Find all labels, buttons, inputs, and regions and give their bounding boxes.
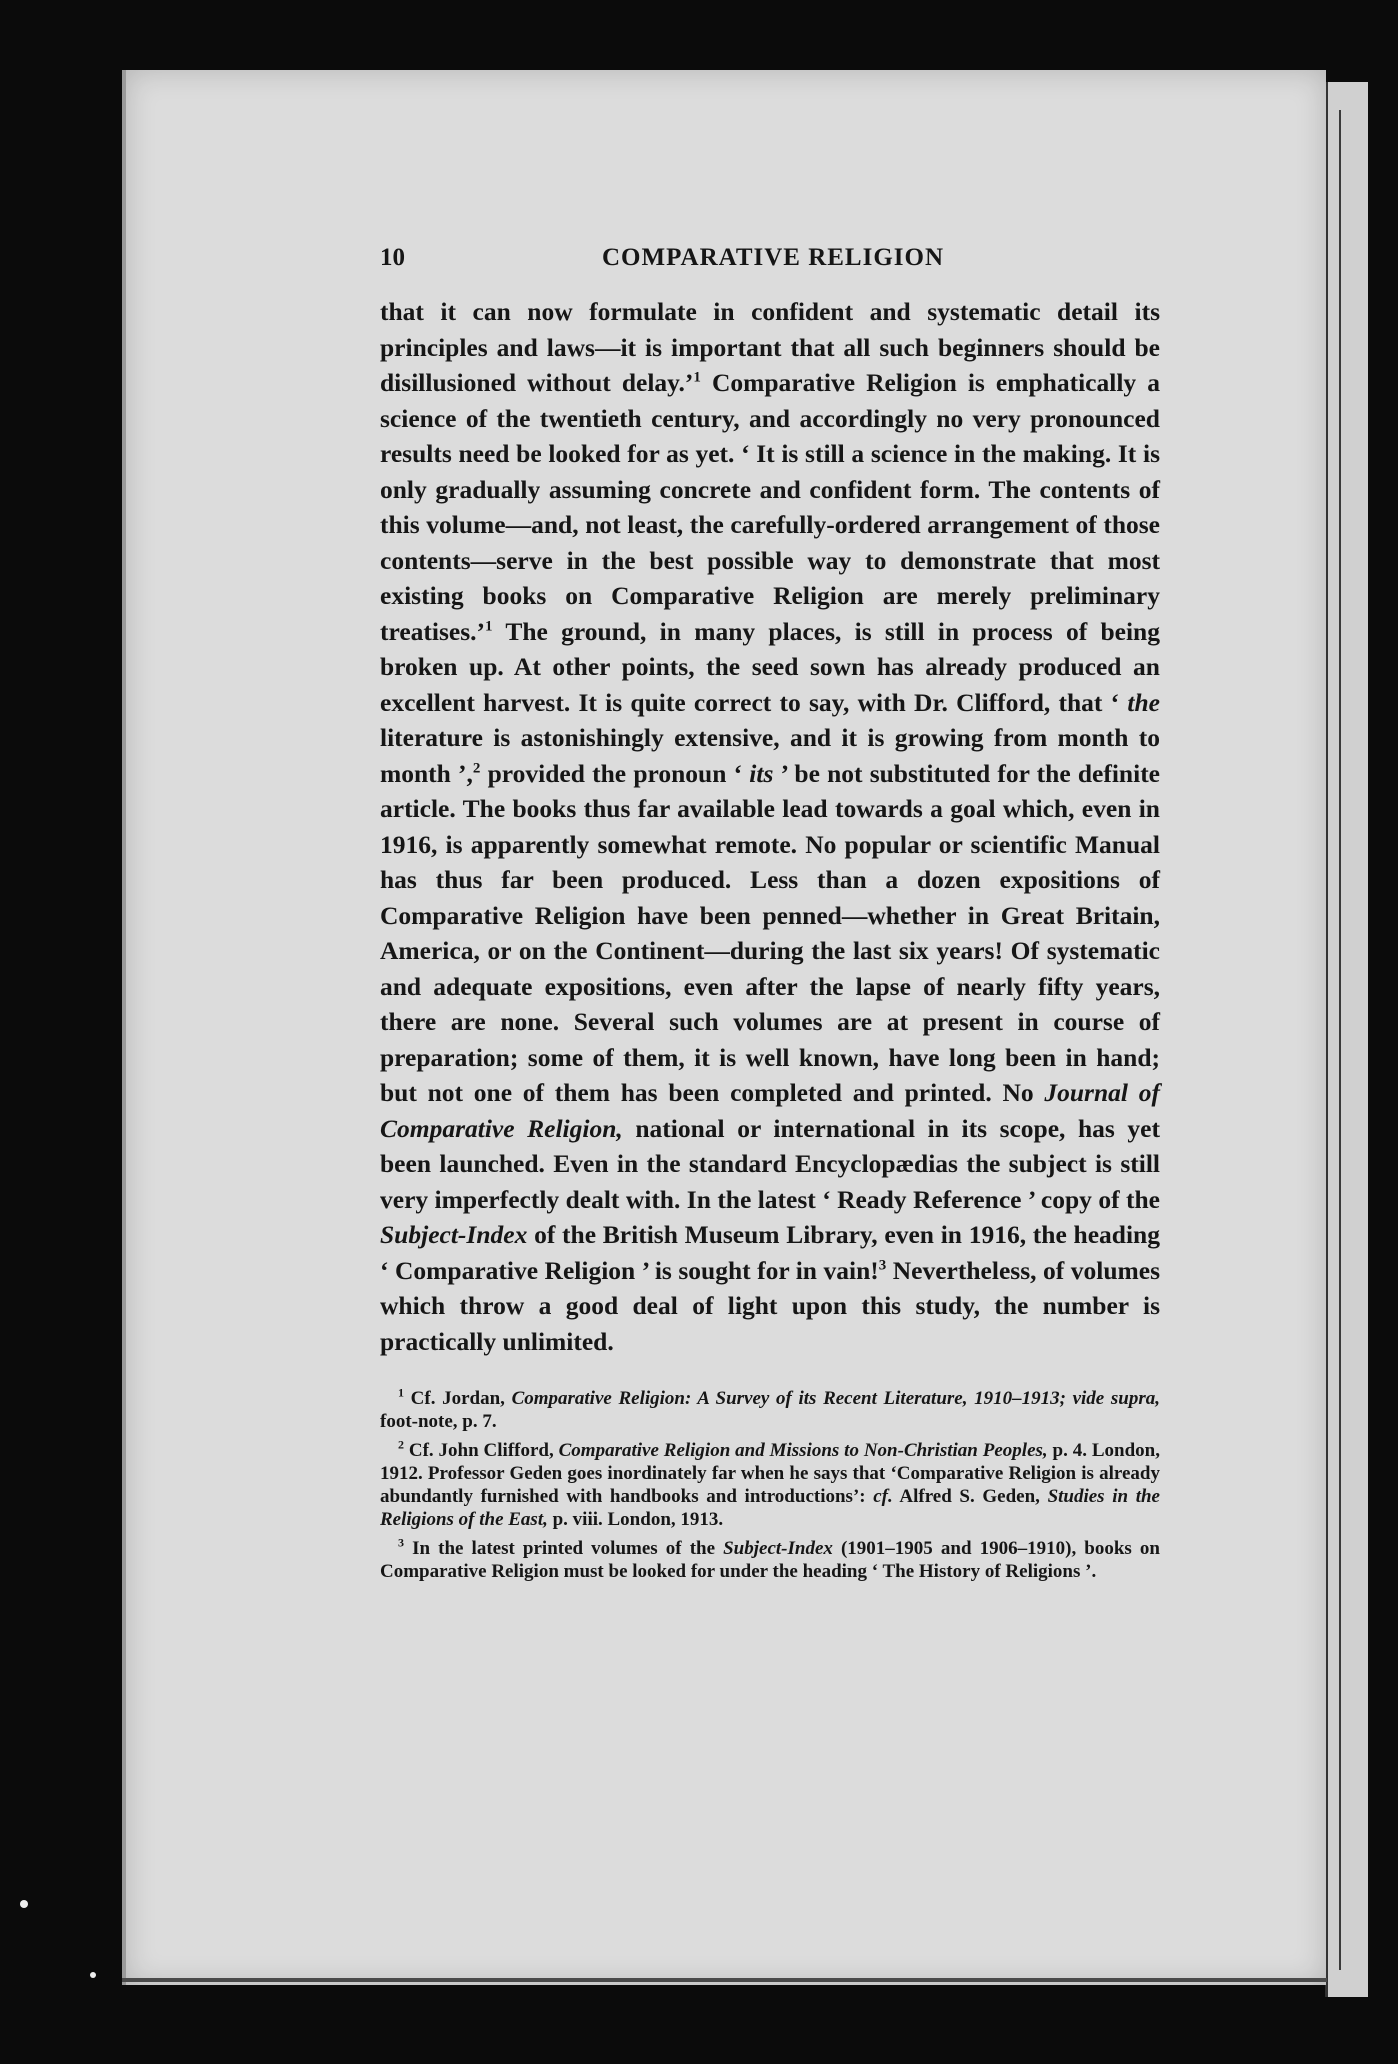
scan-speck <box>20 1900 28 1908</box>
footnote-ref: 1 <box>693 369 701 386</box>
footnote-3 <box>380 1537 1160 1583</box>
body-text-segment: ’ be not substituted for the definite article. The books thus far available lead towards a goal which, even in 1916, is apparently somewhat remote. No popular or scientific Manual has thus far been produced. Less than a dozen expositions of Comparative Religion have been penned—whether in Great Britain, America, or on the Continent—during the last six years! Of systematic and adequate expositions, even after the lapse of nearly fifty years, there are none. Several such volumes are at present in course of preparation; some of them, it is well known, have long been in hand; but not one of them has been completed and printed. No <box>380 758 1160 1107</box>
footnote-ref: 1 <box>485 618 493 634</box>
running-head <box>380 244 1160 272</box>
page-bottom-edge <box>122 1978 1327 1982</box>
body-italic: its <box>749 758 774 788</box>
footnote-ref: 2 <box>472 760 481 776</box>
page-edge <box>1325 82 1368 1997</box>
footnote-italic: cf. <box>873 1486 893 1507</box>
footnotes <box>380 1387 1160 1583</box>
scan-speck <box>90 1972 96 1978</box>
footnote-text: In the latest printed volumes of the <box>404 1538 724 1559</box>
body-text-segment: Nevertheless, of volumes which throw a good deal of light upon this study, the number is practically unlimited. <box>380 1255 1160 1356</box>
footnote-2 <box>380 1439 1160 1531</box>
footnote-text: foot-note, p. 7. <box>380 1411 497 1432</box>
footnote-1 <box>380 1387 1160 1433</box>
footnote-text: Cf. John Clifford, <box>404 1440 559 1461</box>
footnote-mark: 2 <box>398 1437 404 1452</box>
footnote-italic: Studies in the Religions of the East, <box>380 1486 1160 1530</box>
footnote-italic: Comparative Religion and Missions to Non-Christian Peoples, <box>558 1440 1048 1461</box>
page-number: 10 <box>380 244 405 271</box>
body-text-segment: that it can now formulate in confident and systematic detail its principles and laws—it is important that all such beginners should be disillusioned without delay.’ <box>380 297 1160 397</box>
footnote-mark: 3 <box>398 1535 404 1550</box>
footnote-text: p. 4. London, 1912. Professor Geden goes inordinately far when he says that ‘Comparative Religion is already abundantly furnished with handbooks and introductions’: <box>380 1440 1160 1507</box>
body-text-segment: Comparative Religion is emphatically a science of the twentieth century, and accordingly no very pronounced results need be looked for as yet. ‘ It is still a science in the making. It is only gradually assuming concrete and confident form. The contents of this volume—and, not least, the carefully-ordered arrangement of those contents—serve in the best possible way to demonstrate that most existing books on Comparative Religion are merely preliminary treatises.’ <box>380 368 1160 646</box>
footnote-text: p. viii. London, 1913. <box>547 1509 724 1530</box>
body-italic: the <box>1127 687 1160 717</box>
body-text-segment: provided the pronoun ‘ <box>480 758 750 788</box>
footnote-italic: Subject-Index <box>723 1538 833 1559</box>
body-text-segment: national or international in its scope, has yet been launched. Even in the standard Encyclopædias the subject is still very imperfectly dealt with. In the latest ‘ Ready Reference ’ copy of the <box>380 1113 1160 1214</box>
page-text <box>380 244 1160 1589</box>
footnote-text: Cf. Jordan, <box>404 1388 512 1409</box>
footnote-mark: 1 <box>398 1385 404 1400</box>
running-title: COMPARATIVE RELIGION <box>602 244 945 271</box>
footnote-ref: 3 <box>878 1257 887 1273</box>
page-edge-line <box>1339 110 1341 1970</box>
footnote-text: Alfred S. Geden, <box>892 1486 1048 1507</box>
footnote-italic: vide supra, <box>1065 1388 1160 1409</box>
body-text-segment: of the British Museum Library, even in 1916, the heading ‘ Comparative Religion ’ is sought for in vain! <box>380 1220 1160 1285</box>
body-text-segment: The ground, in many places, is still in process of being broken up. At other points, the seed sown has already produced an excellent harvest. It is quite correct to say, with Dr. Clifford, that ‘ <box>380 616 1160 717</box>
footnote-italic: Comparative Religion: A Survey of its Recent Literature, 1910–1913; <box>511 1388 1066 1409</box>
footnote-text: (1901–1905 and 1906–1910), books on Comparative Religion must be looked for under the heading ‘ The History of Religions ’. <box>380 1538 1160 1582</box>
body-text-segment: literature is astonishingly extensive, and it is growing from month to month ’, <box>380 723 1160 788</box>
body-paragraph <box>380 294 1160 1359</box>
body-italic: Journal of Comparative Religion, <box>380 1078 1160 1143</box>
body-italic: Subject-Index <box>380 1220 528 1249</box>
